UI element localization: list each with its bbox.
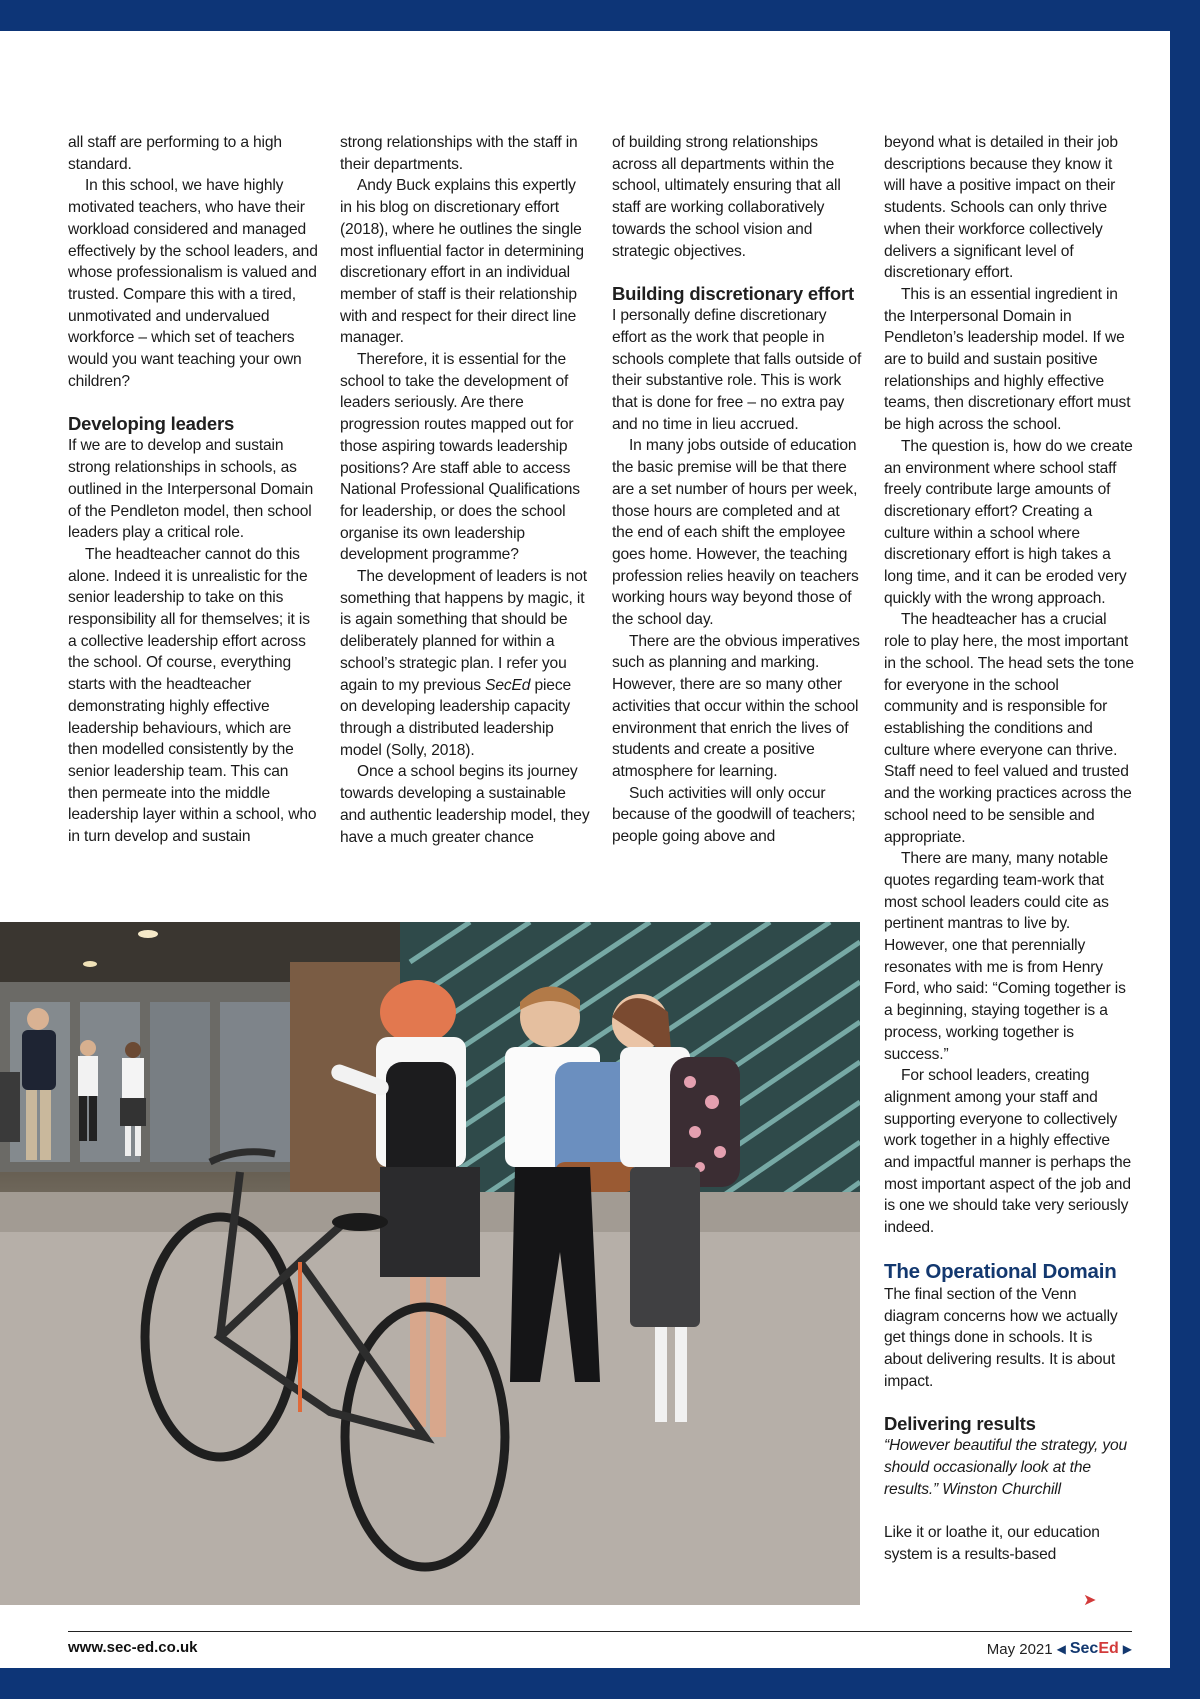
paragraph: In this school, we have highly motivated teachers, who have their workload considered and managed effectively by the school leaders, and whose professionalism is valued and trusted. Compare this with a tired, unmotivated and undervalued workforce – which set of teachers would you want teaching your own children? [68, 177, 318, 390]
paragraph: The headteacher has a crucial role to play here, the most important in the school. The head sets the tone for everyone in the school community and is responsible for establishing the conditions and culture where everyone can thrive. Staff need to feel valued and trusted and the working practices across the school need to be sensible and appropriate. [884, 611, 1134, 846]
paragraph: Like it or loathe it, our education system is a results-based [884, 1524, 1100, 1563]
column-4 [884, 132, 1134, 1566]
subheading-building-discretionary-effort: Building discretionary effort [612, 283, 854, 305]
churchill-quote: “However beautiful the strategy, you should occasionally look at the results.” Winston Churchill [884, 1437, 1128, 1498]
bicycle-saddle [332, 1213, 388, 1231]
footer-url: www.sec-ed.co.uk [68, 1639, 198, 1656]
footer-right [987, 1640, 1132, 1658]
footer-rule [68, 1631, 1132, 1632]
continue-arrow-icon: ➤ [1083, 1592, 1097, 1609]
paragraph: There are the obvious imperatives such as planning and marking. However, there are so many other activities that occur within the school environment that enrich the lives of students and create a positive atmosphere for learning. [612, 632, 860, 780]
magazine-page [0, 31, 1170, 1668]
subheading-developing-leaders: Developing leaders [68, 413, 235, 435]
paragraph: In many jobs outside of education the basic premise will be that there are a set number of hours per week, those hours are completed and at the end of each shift the employee goes home. However, the teaching profession relies heavily on teachers working hours way beyond those of the school day. [612, 437, 859, 629]
paragraph: strong relationships with the staff in their departments. [340, 134, 578, 173]
column-2 [340, 132, 590, 848]
logo-text-sec: Sec [1069, 1640, 1099, 1657]
previous-page-icon[interactable]: ◀ [1056, 1642, 1066, 1656]
students-illustration [0, 922, 860, 1605]
paragraph: all staff are performing to a high standard. [68, 134, 282, 173]
paragraph: Once a school begins its journey towards developing a sustainable and authentic leadership model, they have a much greater chance [340, 763, 590, 846]
paragraph: This is an essential ingredient in the Interpersonal Domain in Pendleton’s leadership model. If we are to build and sustain positive relationships and highly effective teams, then discretionary effort must be high across the school. [884, 285, 1131, 434]
paragraph: There are many, many notable quotes regarding team-work that most school leaders could cite as pertinent mantras to live by. However, one that perennially resonates with me is from Henry Ford, who said: “Coming together is a beginning, staying together is a process, working together is success.” [884, 850, 1126, 1063]
glass-panel [220, 1002, 290, 1162]
paragraph: beyond what is detailed in their job descriptions because they know it will have a positive impact on their students. Schools can only thrive when their workforce collectively delivers a significant level of discretionary effort. [884, 134, 1118, 282]
ceiling-light [83, 961, 97, 967]
paragraph-text: The development of leaders is not something that happens by magic, it is again something that should be deliberately planned for within a school’s strategic plan. I refer you again to my previous [340, 568, 587, 694]
secEd-logo [1070, 1640, 1119, 1658]
paragraph: The headteacher cannot do this alone. Indeed it is unrealistic for the senior leadership to take on this responsibility all for themselves; it is a collective leadership effort across the school. Of course, everything starts with the headteacher demonstrating highly effective leadership behaviours, which are then modelled consistently by the senior leadership team. This can then permeate into the middle leadership layer within a school, who in turn develop and sustain [68, 545, 317, 846]
paragraph: For school leaders, creating alignment among your staff and supporting everyone to collectively work together in a highly effective and impactful manner is perhaps the most important aspect of the job and is one we should take very seriously indeed. [884, 1067, 1131, 1237]
subheading-delivering-results: Delivering results [884, 1413, 1036, 1435]
glass-panel [150, 1002, 210, 1162]
column-1 [68, 132, 318, 848]
paragraph: of building strong relationships across all departments within the school, ultimately ensuring that all staff are working collaboratively towards the school vision and strategic objectives. [612, 134, 841, 260]
paragraph: Therefore, it is essential for the school to take the development of leaders seriously. Are there progression routes mapped out for those aspiring towards leadership positions? Are staff able to access National Professional Qualifications for leadership, or does the school organise its own leadership development programme? [340, 351, 580, 564]
logo-text-ed: Ed [1098, 1640, 1119, 1657]
paragraph [340, 566, 590, 761]
paragraph-text: piece on developing leadership capacity through a distributed leadership model (Solly, 2018). [340, 676, 571, 759]
paragraph: I personally define discretionary effort as the work that people in schools complete that falls outside of their substantive role. This is work that is done for free – no extra pay and no time in lieu accrued. [612, 307, 862, 433]
students-photo [0, 922, 860, 1605]
section-heading-operational-domain: The Operational Domain [884, 1259, 1117, 1283]
ceiling-light [138, 930, 158, 938]
paragraph: Andy Buck explains this expertly in his blog on discretionary effort (2018), where he outlines the single most influential factor in determining discretionary effort in an individual member of staff is their relationship with and respect for their direct line manager. [340, 177, 584, 347]
paragraph: The final section of the Venn diagram concerns how we actually get things done in schools. It is about delivering results. It is about impact. [884, 1285, 1118, 1390]
next-page-icon[interactable]: ▶ [1122, 1642, 1132, 1656]
publication-name: SecEd [485, 676, 531, 694]
issue-date: May 2021 [986, 1640, 1053, 1658]
paragraph: The question is, how do we create an environment where school staff freely contribute large amounts of discretionary effort? Creating a culture within a school where discretionary effort is high takes a long time, and it can be eroded very quickly with the wrong approach. [884, 437, 1133, 607]
paragraph: If we are to develop and sustain strong relationships in schools, as outlined in the Interpersonal Domain of the Pendleton model, then school leaders play a critical role. [68, 437, 314, 542]
paragraph: Such activities will only occur because of the goodwill of teachers; people going above and [612, 784, 856, 846]
column-3 [612, 132, 862, 848]
